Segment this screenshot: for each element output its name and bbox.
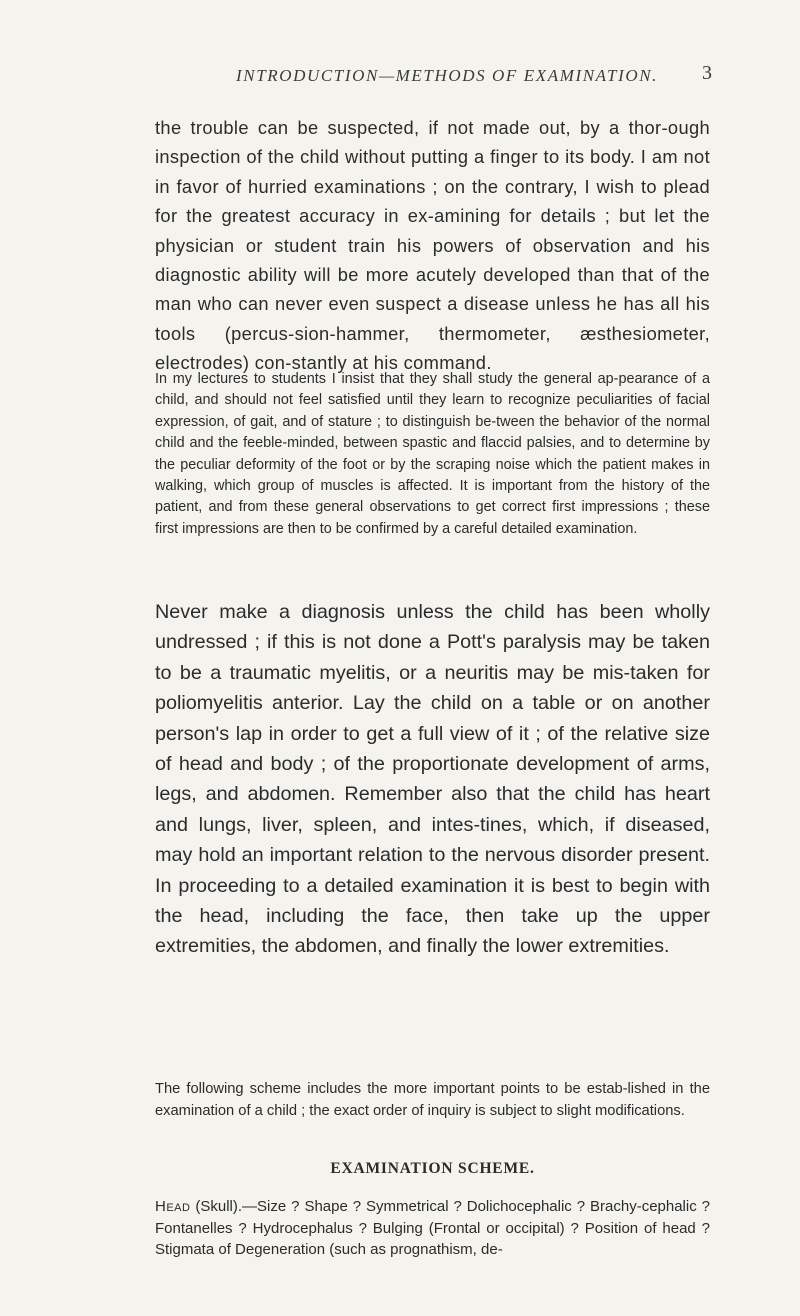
examination-scheme-heading: EXAMINATION SCHEME.	[330, 1160, 535, 1177]
running-header: INTRODUCTION—METHODS OF EXAMINATION.	[236, 66, 658, 85]
scheme-head-entry	[155, 1196, 710, 1261]
paragraph-observation: the trouble can be suspected, if not made out, by a thor-ough inspection of the child without putting a finger to its body. I am not in favor of hurried examinations ; on the contrary, I wish to plead for the greatest accuracy in ex-amining for details ; but let the physician or student train his powers of observation and his diagnostic ability will be more acutely developed than that of the man who can never even suspect a disease unless he has all his tools (percus-sion-hammer, thermometer, æsthesiometer, electrodes) con-stantly at his command.	[155, 117, 710, 374]
scheme-head-label: Head	[155, 1198, 191, 1215]
paragraph-scheme-intro: The following scheme includes the more important points to be estab-lished in the examination of a child ; the exact order of inquiry is subject to slight modifications.	[155, 1081, 710, 1119]
paragraph-undressed-examination: Never make a diagnosis unless the child has been wholly undressed ; if this is not done a Pott's paralysis may be taken to be a traumatic myelitis, or a neuritis may be mis-taken for poliomyelitis anterior. Lay the child on a table or on another person's lap in order to get a full view of it ; of the relative size of head and body ; of the proportionate development of arms, legs, and abdomen. Remember also that the child has heart and lungs, liver, spleen, and intes-tines, which, if diseased, may hold an important relation to the nervous disorder present. In proceeding to a detailed examination it is best to begin with the head, including the face, then take up the upper extremities, the abdomen, and finally the lower extremities.	[155, 601, 710, 958]
scheme-head-text: (Skull).—Size ? Shape ? Symmetrical ? Dolichocephalic ? Brachy-cephalic ? Fontanelles ? Hydrocephalus ? Bulging (Frontal or occipital) ? Position of head ? Stigmata of Degeneration (such as prognathism, de-	[155, 1198, 710, 1259]
paragraph-lectures-note: In my lectures to students I insist that they shall study the general ap-pearance of a child, and should not feel satisfied until they learn to recognize peculiarities of facial expression, of gait, and of stature ; to distinguish be-tween the behavior of the normal child and the feeble-minded, between spastic and flaccid palsies, and to determine by the peculiar deformity of the foot or by the scraping noise which the patient makes in walking, which group of muscles is affected. It is important from the history of the patient, and from these general observations to get correct first impressions ; these first impressions are then to be confirmed by a careful detailed examination.	[155, 371, 710, 537]
page-number: 3	[702, 62, 712, 84]
